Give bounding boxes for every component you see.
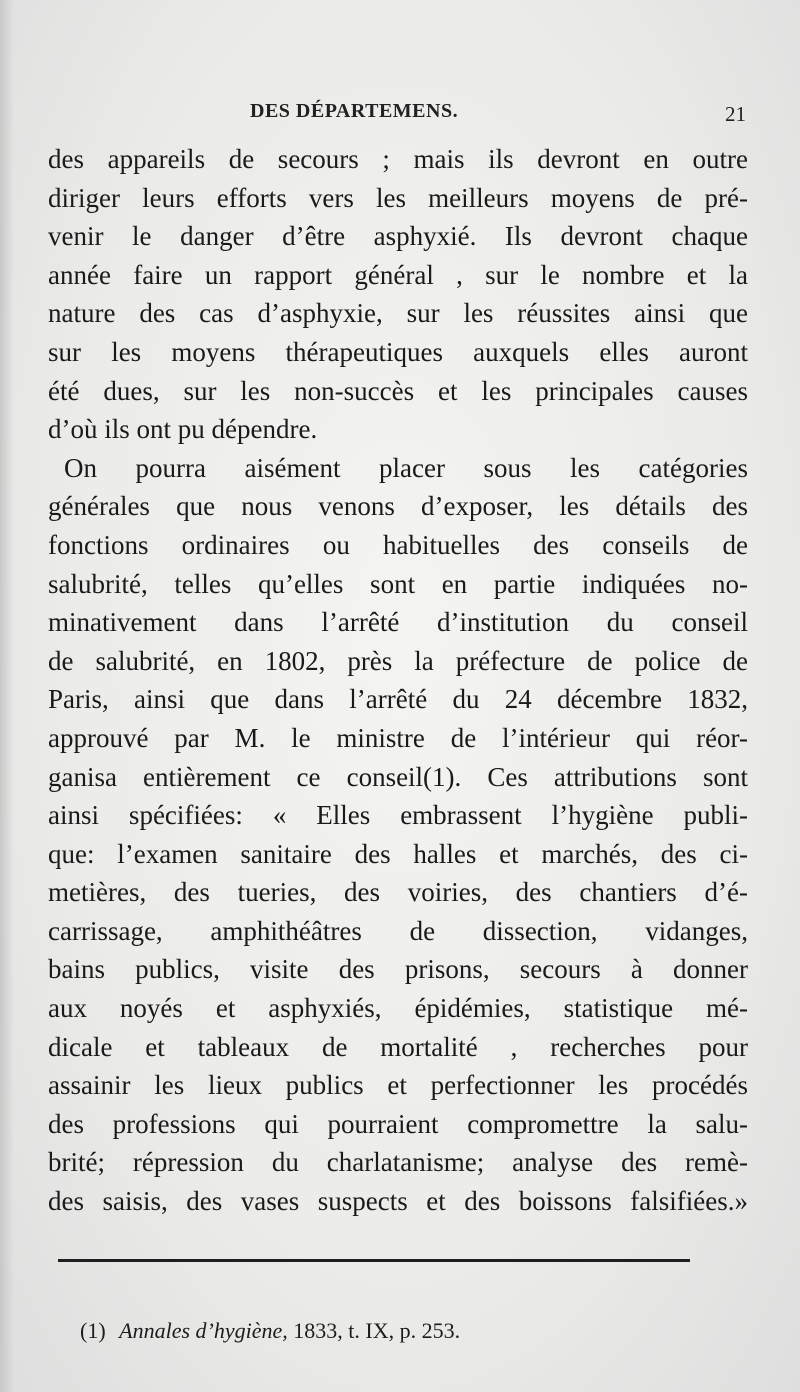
text-line: carrissage, amphithéâtres de dissection, vidanges,	[48, 915, 748, 946]
text-line: été dues, sur les non-succès et les principales causes	[48, 375, 748, 406]
footnote	[80, 1318, 460, 1344]
text-line: année faire un rapport général , sur le nombre et la	[48, 259, 748, 290]
text-line: ainsi spécifiées: « Elles embrassent l’hygiène publi-	[48, 800, 748, 831]
body-text	[48, 140, 748, 1221]
text-line: nature des cas d’asphyxie, sur les réussites ainsi que	[48, 298, 748, 329]
text-line: bains publics, visite des prisons, secours à donner	[48, 954, 748, 985]
text-line: assainir les lieux publics et perfectionner les procédés	[48, 1070, 748, 1101]
footnote-mark: (1)	[80, 1318, 106, 1343]
text-line: générales que nous venons d’exposer, les détails des	[48, 491, 748, 522]
text-line: venir le danger d’être asphyxié. Ils devront chaque	[48, 221, 748, 252]
text-line: des saisis, des vases suspects et des boissons falsifiées.»	[48, 1186, 748, 1217]
text-line: des professions qui pourraient compromettre la salu-	[48, 1108, 748, 1139]
text-line: dicale et tableaux de mortalité , recherches pour	[48, 1031, 748, 1062]
text-line: brité; répression du charlatanisme; analyse des remè-	[48, 1147, 748, 1178]
text-line: diriger leurs efforts vers les meilleurs moyens de pré-	[48, 182, 748, 213]
footnote-reference: 1833, t. IX, p. 253.	[293, 1318, 461, 1343]
text-line: ganisa entièrement ce conseil(1). Ces attributions sont	[48, 761, 748, 792]
text-line: minativement dans l’arrêté d’institution du conseil	[48, 607, 748, 638]
text-line: approuvé par M. le ministre de l’intérieur qui réor-	[48, 722, 748, 753]
page-number: 21	[725, 102, 746, 126]
text-line: fonctions ordinaires ou habituelles des conseils de	[48, 529, 748, 560]
text-line: sur les moyens thérapeutiques auxquels elles auront	[48, 336, 748, 367]
text-line: que: l’examen sanitaire des halles et marchés, des ci-	[48, 838, 748, 869]
running-head: DES DÉPARTEMENS.	[250, 100, 459, 122]
page-edge-shadow	[0, 0, 14, 1392]
text-line: salubrité, telles qu’elles sont en partie indiquées no-	[48, 568, 748, 599]
footnote-separator-rule	[58, 1259, 690, 1262]
footnote-source-title: Annales d’hygiène,	[119, 1318, 288, 1343]
text-line: des appareils de secours ; mais ils devront en outre	[48, 144, 748, 174]
text-line: Paris, ainsi que dans l’arrêté du 24 décembre 1832,	[48, 684, 748, 715]
text-line: metières, des tueries, des voiries, des chantiers d’é-	[48, 877, 748, 908]
text-line: de salubrité, en 1802, près la préfecture de police de	[48, 645, 748, 676]
paragraph-start-line: On pourra aisément placer sous les catégories	[64, 452, 748, 483]
page-header	[48, 100, 748, 134]
text-line: aux noyés et asphyxiés, épidémies, statistique mé-	[48, 993, 748, 1024]
paragraph-end-line: d’où ils ont pu dépendre.	[48, 414, 318, 445]
